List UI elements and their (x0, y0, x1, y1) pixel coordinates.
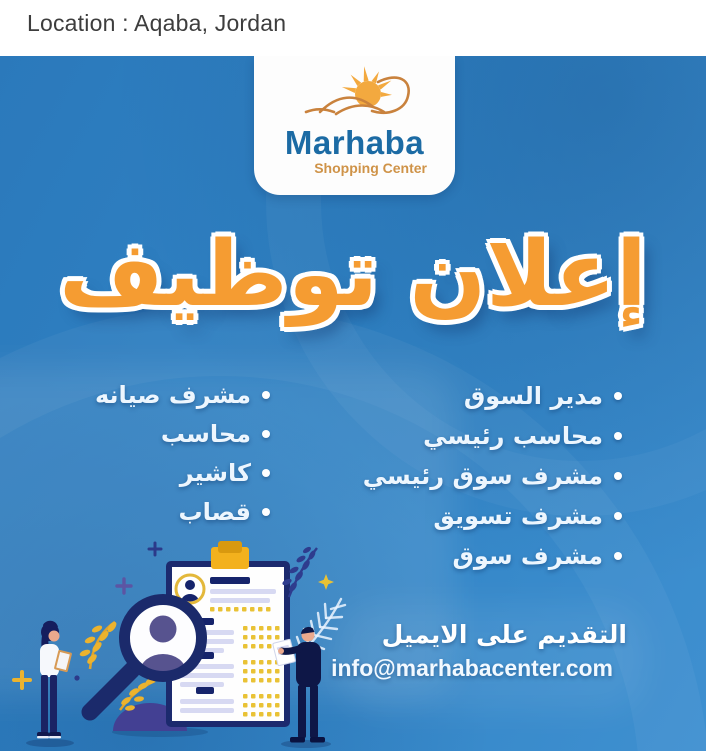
job-item: محاسب (95, 414, 270, 453)
job-item: مشرف سوق رئيسي (363, 456, 622, 496)
shadow (26, 739, 74, 747)
marhaba-logo-badge (254, 56, 455, 195)
location-bar (0, 0, 706, 56)
bullet-icon (262, 430, 270, 438)
sparkle-icon (318, 574, 334, 590)
job-item: مشرف تسويق (363, 496, 622, 536)
clip-icon (218, 541, 242, 553)
job-item: كاشير (95, 453, 270, 492)
apply-section (331, 618, 627, 684)
bullet-icon (614, 552, 622, 560)
bullet-icon (262, 469, 270, 477)
job-item: مشرف صيانه (95, 375, 270, 414)
jobs-list-secondary (95, 375, 270, 531)
bullet-icon (614, 432, 622, 440)
sun-logo-icon (280, 64, 430, 128)
job-item: مدير السوق (363, 376, 622, 416)
bullet-icon (614, 392, 622, 400)
bullet-icon (262, 391, 270, 399)
job-item: محاسب رئيسي (363, 416, 622, 456)
bullet-icon (614, 472, 622, 480)
plus-decoration (14, 672, 30, 688)
brand-tagline: Shopping Center (314, 160, 427, 176)
plus-decoration (117, 579, 131, 593)
bullet-icon (614, 512, 622, 520)
jobs-list-primary (363, 376, 622, 576)
gold-branch-decoration (79, 620, 118, 669)
job-item: قصاب (95, 492, 270, 531)
apply-email: info@marhabacenter.com (331, 655, 613, 681)
plus-decoration (149, 543, 161, 555)
brand-name: Marhaba (284, 124, 425, 161)
dot-decoration (74, 675, 79, 680)
bullet-icon (262, 508, 270, 516)
recruitment-illustration (0, 539, 350, 751)
job-ad-poster (0, 56, 706, 751)
poster-title: إعلان توظيف (59, 222, 647, 327)
job-item: مشرف سوق (363, 536, 622, 576)
location-text: Location : Aqaba, Jordan (27, 10, 287, 36)
woman-figure (37, 621, 72, 739)
apply-heading: التقديم على الايميل (381, 620, 627, 649)
